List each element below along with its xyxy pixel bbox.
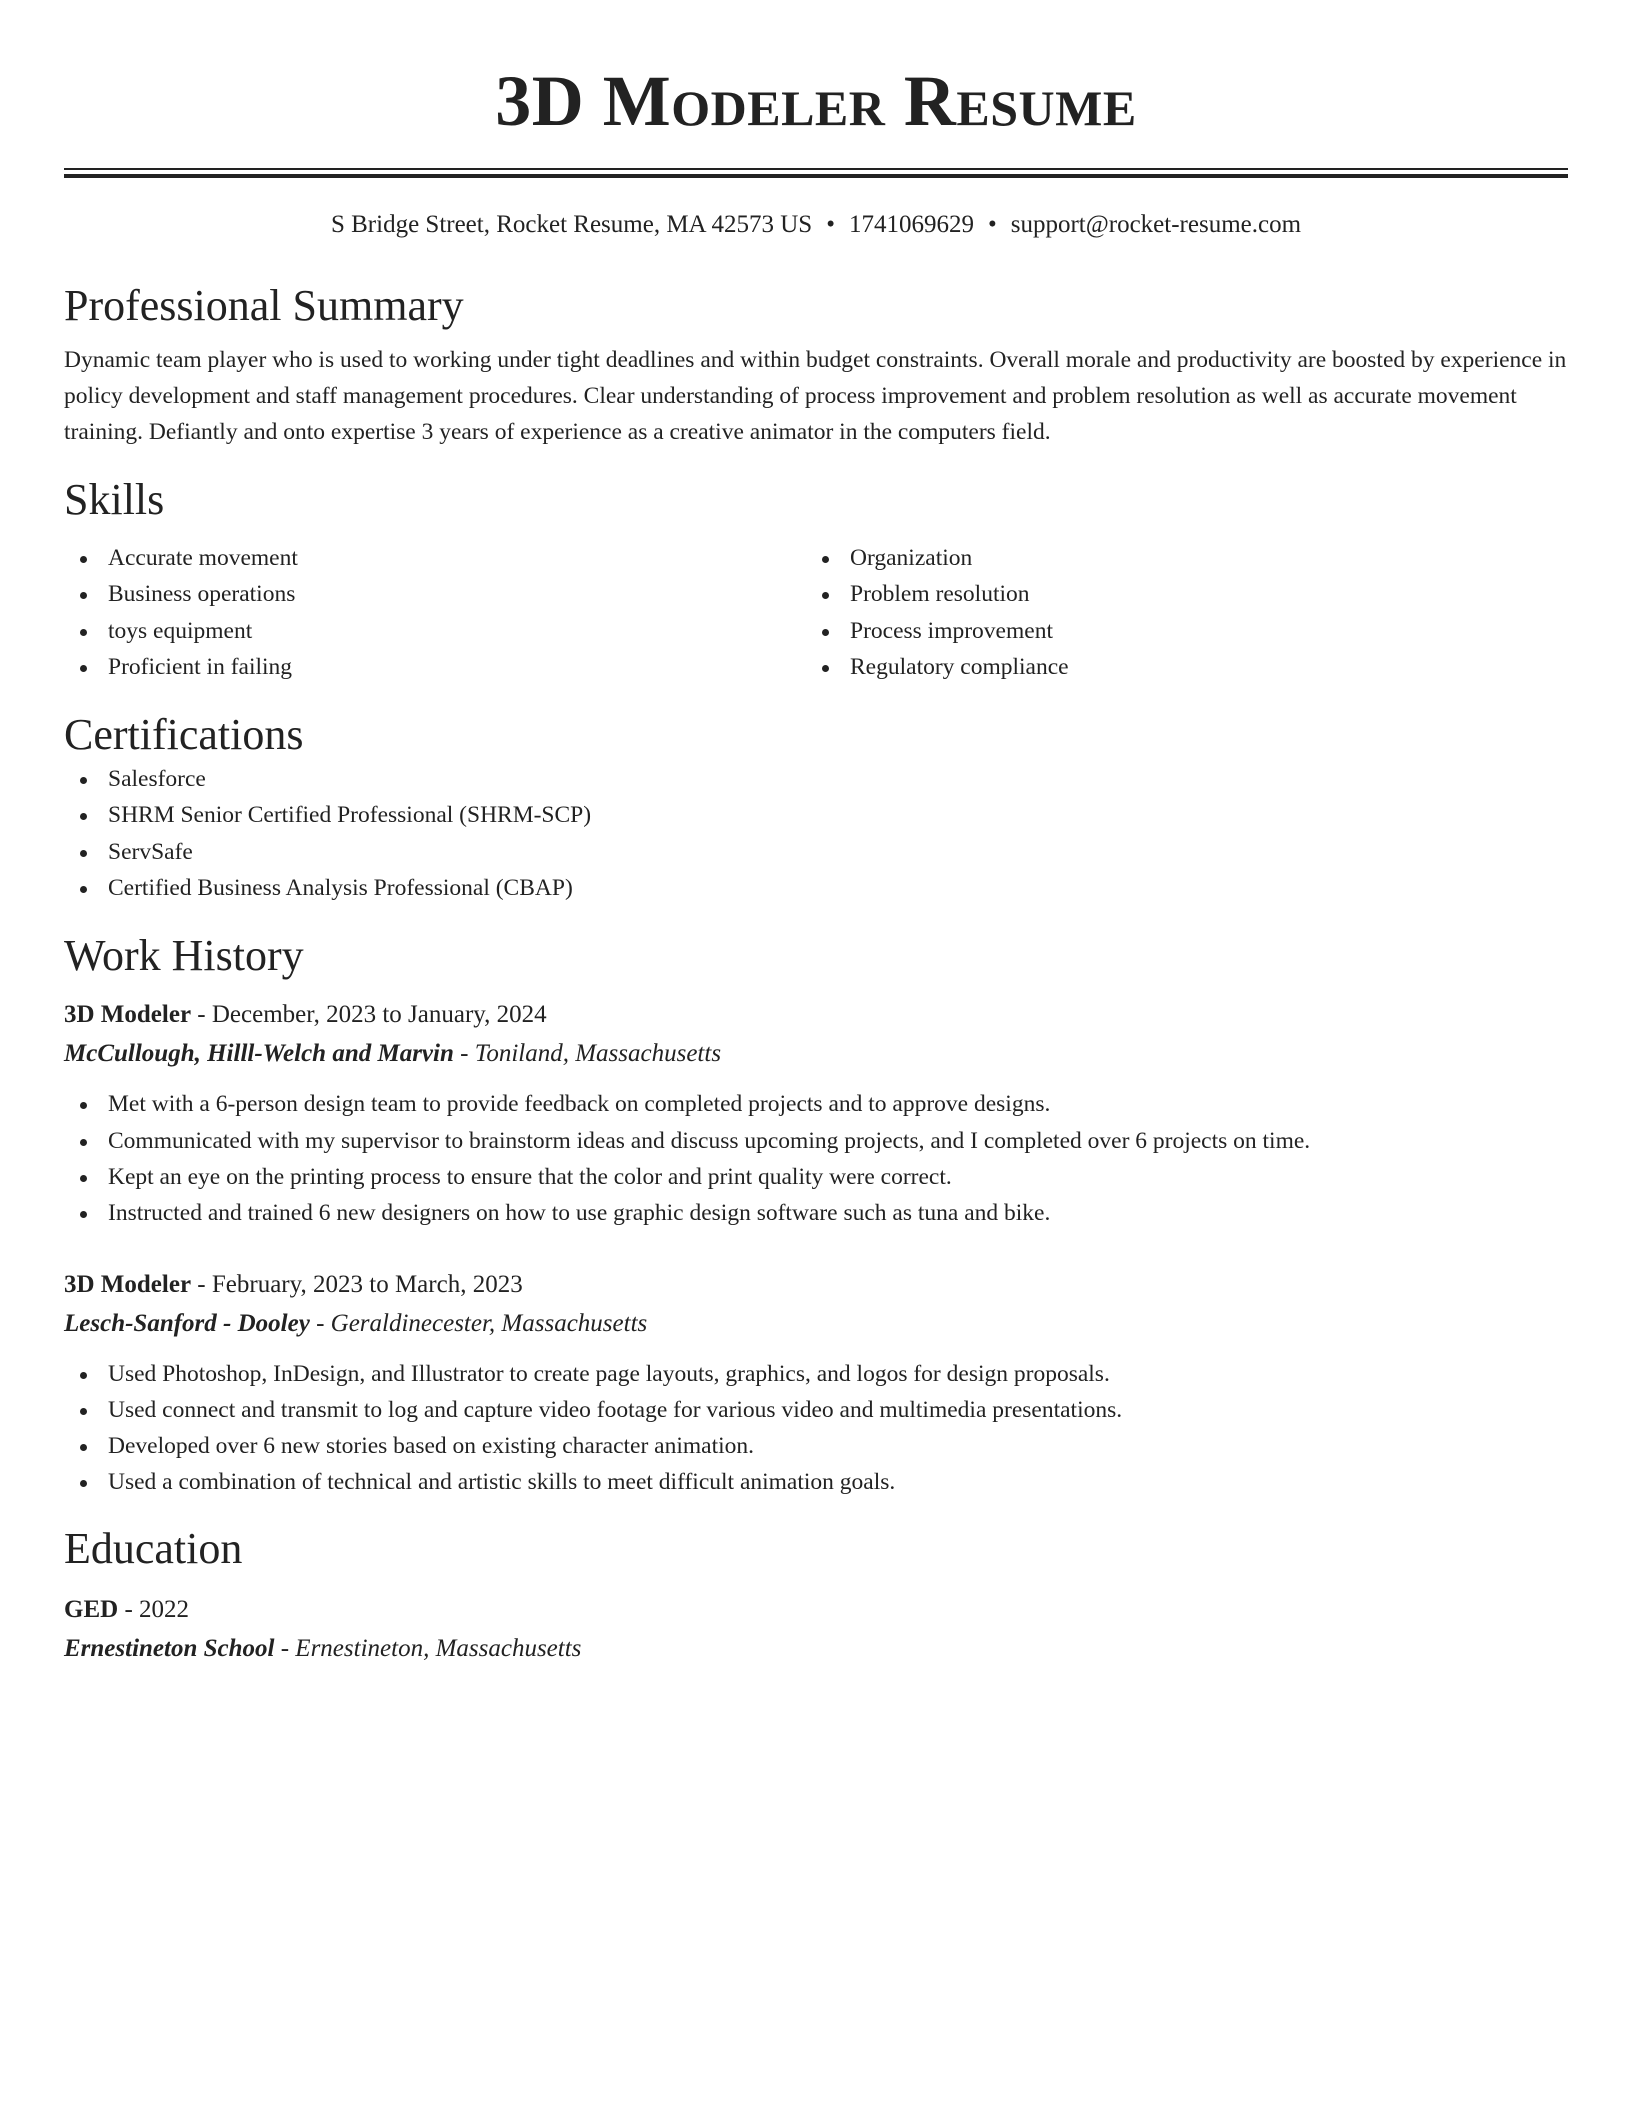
skill-item: Problem resolution [806,576,1548,612]
resume-title: 3D Modeler Resume [495,61,1137,141]
job-title: 3D Modeler [64,1270,192,1298]
company-name: Lesch-Sanford - Dooley [64,1309,310,1337]
school-name: Ernestineton School [64,1634,275,1662]
certifications-list [64,761,1568,906]
job-entry [64,996,1568,1231]
job-bullet: Used connect and transmit to log and capture video footage for various video and multimedia presentations. [64,1392,1568,1428]
education-heading: Education [64,1523,243,1573]
job-title: 3D Modeler [64,1001,192,1029]
skill-item: Accurate movement [64,540,806,576]
skills-columns [64,540,1568,685]
skill-item: Regulatory compliance [806,649,1548,685]
skill-item: Business operations [64,576,806,612]
certification-item: SHRM Senior Certified Professional (SHRM-SCP) [64,797,1568,833]
certification-item: ServSafe [64,834,1568,870]
summary-heading: Professional Summary [64,281,464,330]
job-title-line [64,996,1568,1034]
summary-text: Dynamic team player who is used to working under tight deadlines and within budget constraints. Overall morale and productivity are boosted by experience in policy development and staff management procedures. Clear understanding of process improvement and problem resolution as well as accurate movement training. Defiantly and onto expertise 3 years of experience as a creative animator in the computers field. [64,347,1567,445]
work-history-heading: Work History [64,931,304,981]
company-location: - Toniland, Massachusetts [453,1040,722,1068]
certifications-heading: Certifications [64,710,304,760]
school-line [64,1629,1568,1669]
contact-separator: • [987,211,997,238]
skills-heading: Skills [64,475,165,524]
certification-item: Certified Business Analysis Professional (CBAP) [64,870,1568,906]
company-location: - Geraldinecester, Massachusetts [309,1309,648,1337]
job-bullet: Used Photoshop, InDesign, and Illustrator to create page layouts, graphics, and logos for design proposals. [64,1356,1568,1392]
contact-phone: 1741069629 [848,211,974,238]
education-entry [64,1591,1568,1669]
company-line [64,1034,1568,1074]
school-location: - Ernestineton, Massachusetts [274,1634,582,1662]
company-line [64,1304,1568,1344]
job-dates: - December, 2023 to January, 2024 [191,1001,547,1029]
job-bullet: Developed over 6 new stories based on existing character animation. [64,1428,1568,1464]
contact-address: S Bridge Street, Rocket Resume, MA 42573 US [330,211,813,238]
skill-item: Organization [806,540,1548,576]
job-bullet: Kept an eye on the printing process to ensure that the color and print quality were correct. [64,1159,1568,1195]
skill-item: Process improvement [806,613,1548,649]
company-name: McCullough, Hilll-Welch and Marvin [64,1040,454,1068]
skill-item: toys equipment [64,613,806,649]
skills-list-right [806,540,1548,685]
degree-line [64,1591,1568,1629]
skills-list-left [64,540,806,685]
degree-name: GED [64,1595,119,1623]
job-bullet: Used a combination of technical and artistic skills to meet difficult animation goals. [64,1464,1568,1500]
certification-item: Salesforce [64,761,1568,797]
degree-year: - 2022 [118,1595,190,1623]
contact-line [64,208,1568,242]
resume-page [64,0,1568,1669]
job-bullet: Met with a 6-person design team to provide feedback on completed projects and to approve designs. [64,1086,1568,1122]
job-dates: - February, 2023 to March, 2023 [191,1270,523,1298]
contact-email: support@rocket-resume.com [1010,211,1302,238]
skill-item: Proficient in failing [64,649,806,685]
contact-separator: • [826,211,835,238]
job-bullets [64,1086,1568,1231]
job-title-line [64,1266,1568,1304]
title-divider [64,168,1568,178]
job-entry [64,1266,1568,1501]
job-bullet: Communicated with my supervisor to brainstorm ideas and discuss upcoming projects, and I completed over 6 projects on time. [64,1123,1568,1159]
job-bullet: Instructed and trained 6 new designers on how to use graphic design software such as tuna and bike. [64,1195,1568,1231]
job-bullets [64,1356,1568,1501]
